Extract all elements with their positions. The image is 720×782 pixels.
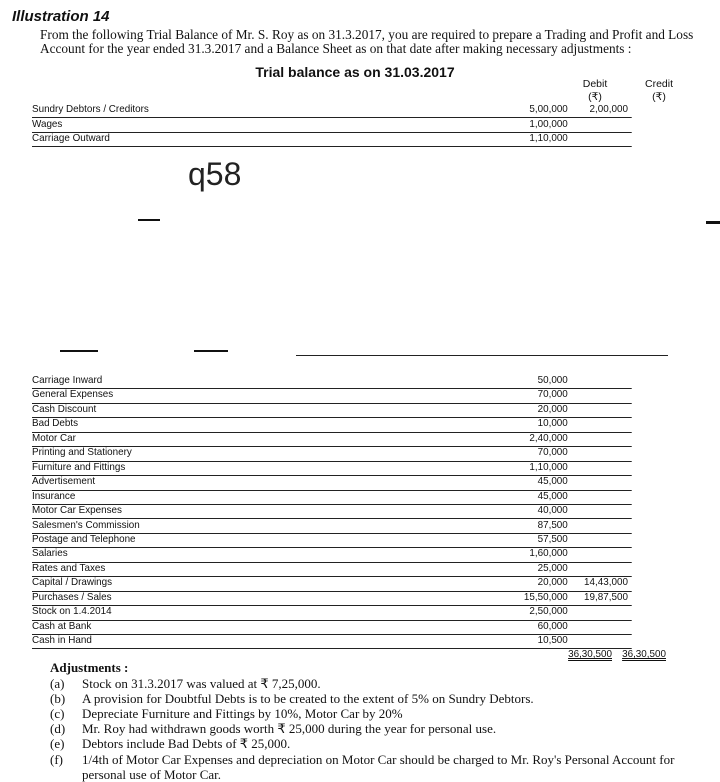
adjustment-letter: (c) [50, 706, 65, 721]
row-label: Stock on 1.4.2014 [32, 605, 112, 618]
adjustment-letter: (b) [50, 691, 66, 706]
scan-mark [138, 219, 160, 221]
adjustments-title: Adjustments : [50, 660, 129, 675]
table-row [32, 446, 632, 461]
table-row [32, 118, 632, 133]
adjustment-letter: (a) [50, 676, 65, 691]
row-label: Cash in Hand [32, 634, 92, 647]
credit-header [636, 78, 682, 104]
row-credit: 19,87,500 [584, 590, 628, 603]
table-row [32, 562, 632, 577]
row-debit: 1,00,000 [529, 117, 568, 130]
table-row [32, 533, 632, 548]
total-credit-value: 36,30,500 [622, 648, 666, 660]
scan-mark [60, 350, 98, 352]
row-label: Printing and Stationery [32, 446, 132, 459]
row-label: Carriage Outward [32, 132, 110, 144]
row-label: Cash Discount [32, 402, 97, 415]
row-label: Motor Car [32, 431, 76, 444]
adjustment-text: Stock on 31.3.2017 was valued at ₹ 7,25,000. [82, 676, 321, 691]
row-debit: 2,50,000 [529, 605, 568, 618]
table-row [32, 461, 632, 476]
problem-intro: From the following Trial Balance of Mr. S. Roy as on 31.3.2017, you are required to prepare a Trading and Profit and Loss Account for the year ended 31.3.2017 and a Balance Sheet as on that date after making necessary adjustments : [40, 27, 694, 56]
adjustment-text: Mr. Roy had withdrawn goods worth ₹ 25,000 during the year for personal use. [82, 721, 497, 736]
adjustment-letter: (f) [50, 752, 63, 767]
row-debit: 45,000 [537, 475, 568, 488]
debit-header [572, 78, 618, 104]
row-label: Rates and Taxes [32, 561, 106, 574]
trial-balance-heading-text: Trial balance as on 31.03.2017 [255, 64, 455, 80]
row-debit: 1,10,000 [529, 460, 568, 473]
row-debit: 10,500 [537, 634, 568, 647]
row-label: Wages [32, 117, 63, 130]
row-label: Salesmen's Commission [32, 518, 140, 531]
illustration-title: Illustration 14 [12, 8, 110, 25]
row-debit: 2,40,000 [529, 431, 568, 444]
row-debit: 60,000 [537, 619, 568, 632]
row-debit: 10,000 [537, 417, 568, 430]
adjustment-letter: (e) [50, 736, 65, 751]
credit-currency: (₹) [652, 91, 666, 103]
row-debit: 40,000 [537, 504, 568, 517]
table-row [32, 591, 632, 606]
row-label: Purchases / Sales [32, 590, 112, 603]
row-label: Bad Debts [32, 417, 79, 430]
row-debit: 70,000 [537, 446, 568, 459]
total-debit-value: 36,30,500 [568, 648, 612, 660]
adjustment-text: A provision for Doubtful Debts is to be created to the extent of 5% on Sundry Debtors. [82, 691, 534, 706]
row-credit: 14,43,000 [584, 576, 628, 589]
table-row [32, 634, 632, 649]
row-credit: 2,00,000 [589, 103, 628, 115]
scan-mark [706, 221, 720, 224]
table-row [32, 403, 632, 418]
table-row [32, 475, 632, 490]
table-row [32, 620, 632, 635]
row-label: General Expenses [32, 388, 114, 401]
row-debit: 15,50,000 [523, 590, 568, 603]
row-label: Sundry Debtors / Creditors [32, 103, 149, 115]
table-row [32, 103, 632, 118]
table-row [32, 374, 632, 389]
row-debit: 20,000 [537, 576, 568, 589]
row-label: Postage and Telephone [32, 532, 136, 545]
adjustment-text: Depreciate Furniture and Fittings by 10%, Motor Car by 20% [82, 706, 403, 721]
row-debit: 5,00,000 [529, 103, 568, 115]
scan-mark [194, 350, 228, 352]
row-debit: 87,500 [537, 518, 568, 531]
table-row [32, 576, 632, 591]
overlay-label: q58 [188, 156, 242, 192]
credit-label: Credit [644, 78, 673, 90]
table-row [32, 605, 632, 620]
row-debit: 20,000 [537, 402, 568, 415]
row-label: Advertisement [32, 475, 96, 488]
row-debit: 45,000 [537, 489, 568, 502]
debit-label: Debit [582, 78, 608, 90]
row-label: Cash at Bank [32, 619, 92, 632]
total-credit [617, 648, 666, 660]
adjustment-text: 1/4th of Motor Car Expenses and depreciation on Motor Car should be charged to Mr. Roy's Personal Account for personal use of Motor Car. [82, 752, 675, 782]
table-row [32, 388, 632, 403]
row-label: Furniture and Fittings [32, 460, 126, 473]
row-debit: 57,500 [537, 532, 568, 545]
row-label: Salaries [32, 547, 68, 560]
table-row [32, 504, 632, 519]
table-row [32, 432, 632, 447]
row-label: Motor Car Expenses [32, 504, 122, 517]
table-row [32, 519, 632, 534]
row-debit: 50,000 [537, 374, 568, 386]
row-debit: 1,10,000 [529, 132, 568, 144]
table-row [32, 417, 632, 432]
table-row [32, 547, 632, 562]
row-label: Capital / Drawings [32, 576, 113, 589]
section-divider [296, 355, 668, 356]
table-row [32, 132, 632, 147]
row-label: Insurance [32, 489, 76, 502]
table-row [32, 490, 632, 505]
row-label: Carriage Inward [32, 374, 103, 386]
row-debit: 1,60,000 [529, 547, 568, 560]
row-debit: 25,000 [537, 561, 568, 574]
debit-currency: (₹) [588, 91, 602, 103]
total-debit [559, 648, 612, 660]
adjustment-text: Debtors include Bad Debts of ₹ 25,000. [82, 736, 291, 751]
row-debit: 70,000 [537, 388, 568, 401]
adjustment-letter: (d) [50, 721, 66, 736]
